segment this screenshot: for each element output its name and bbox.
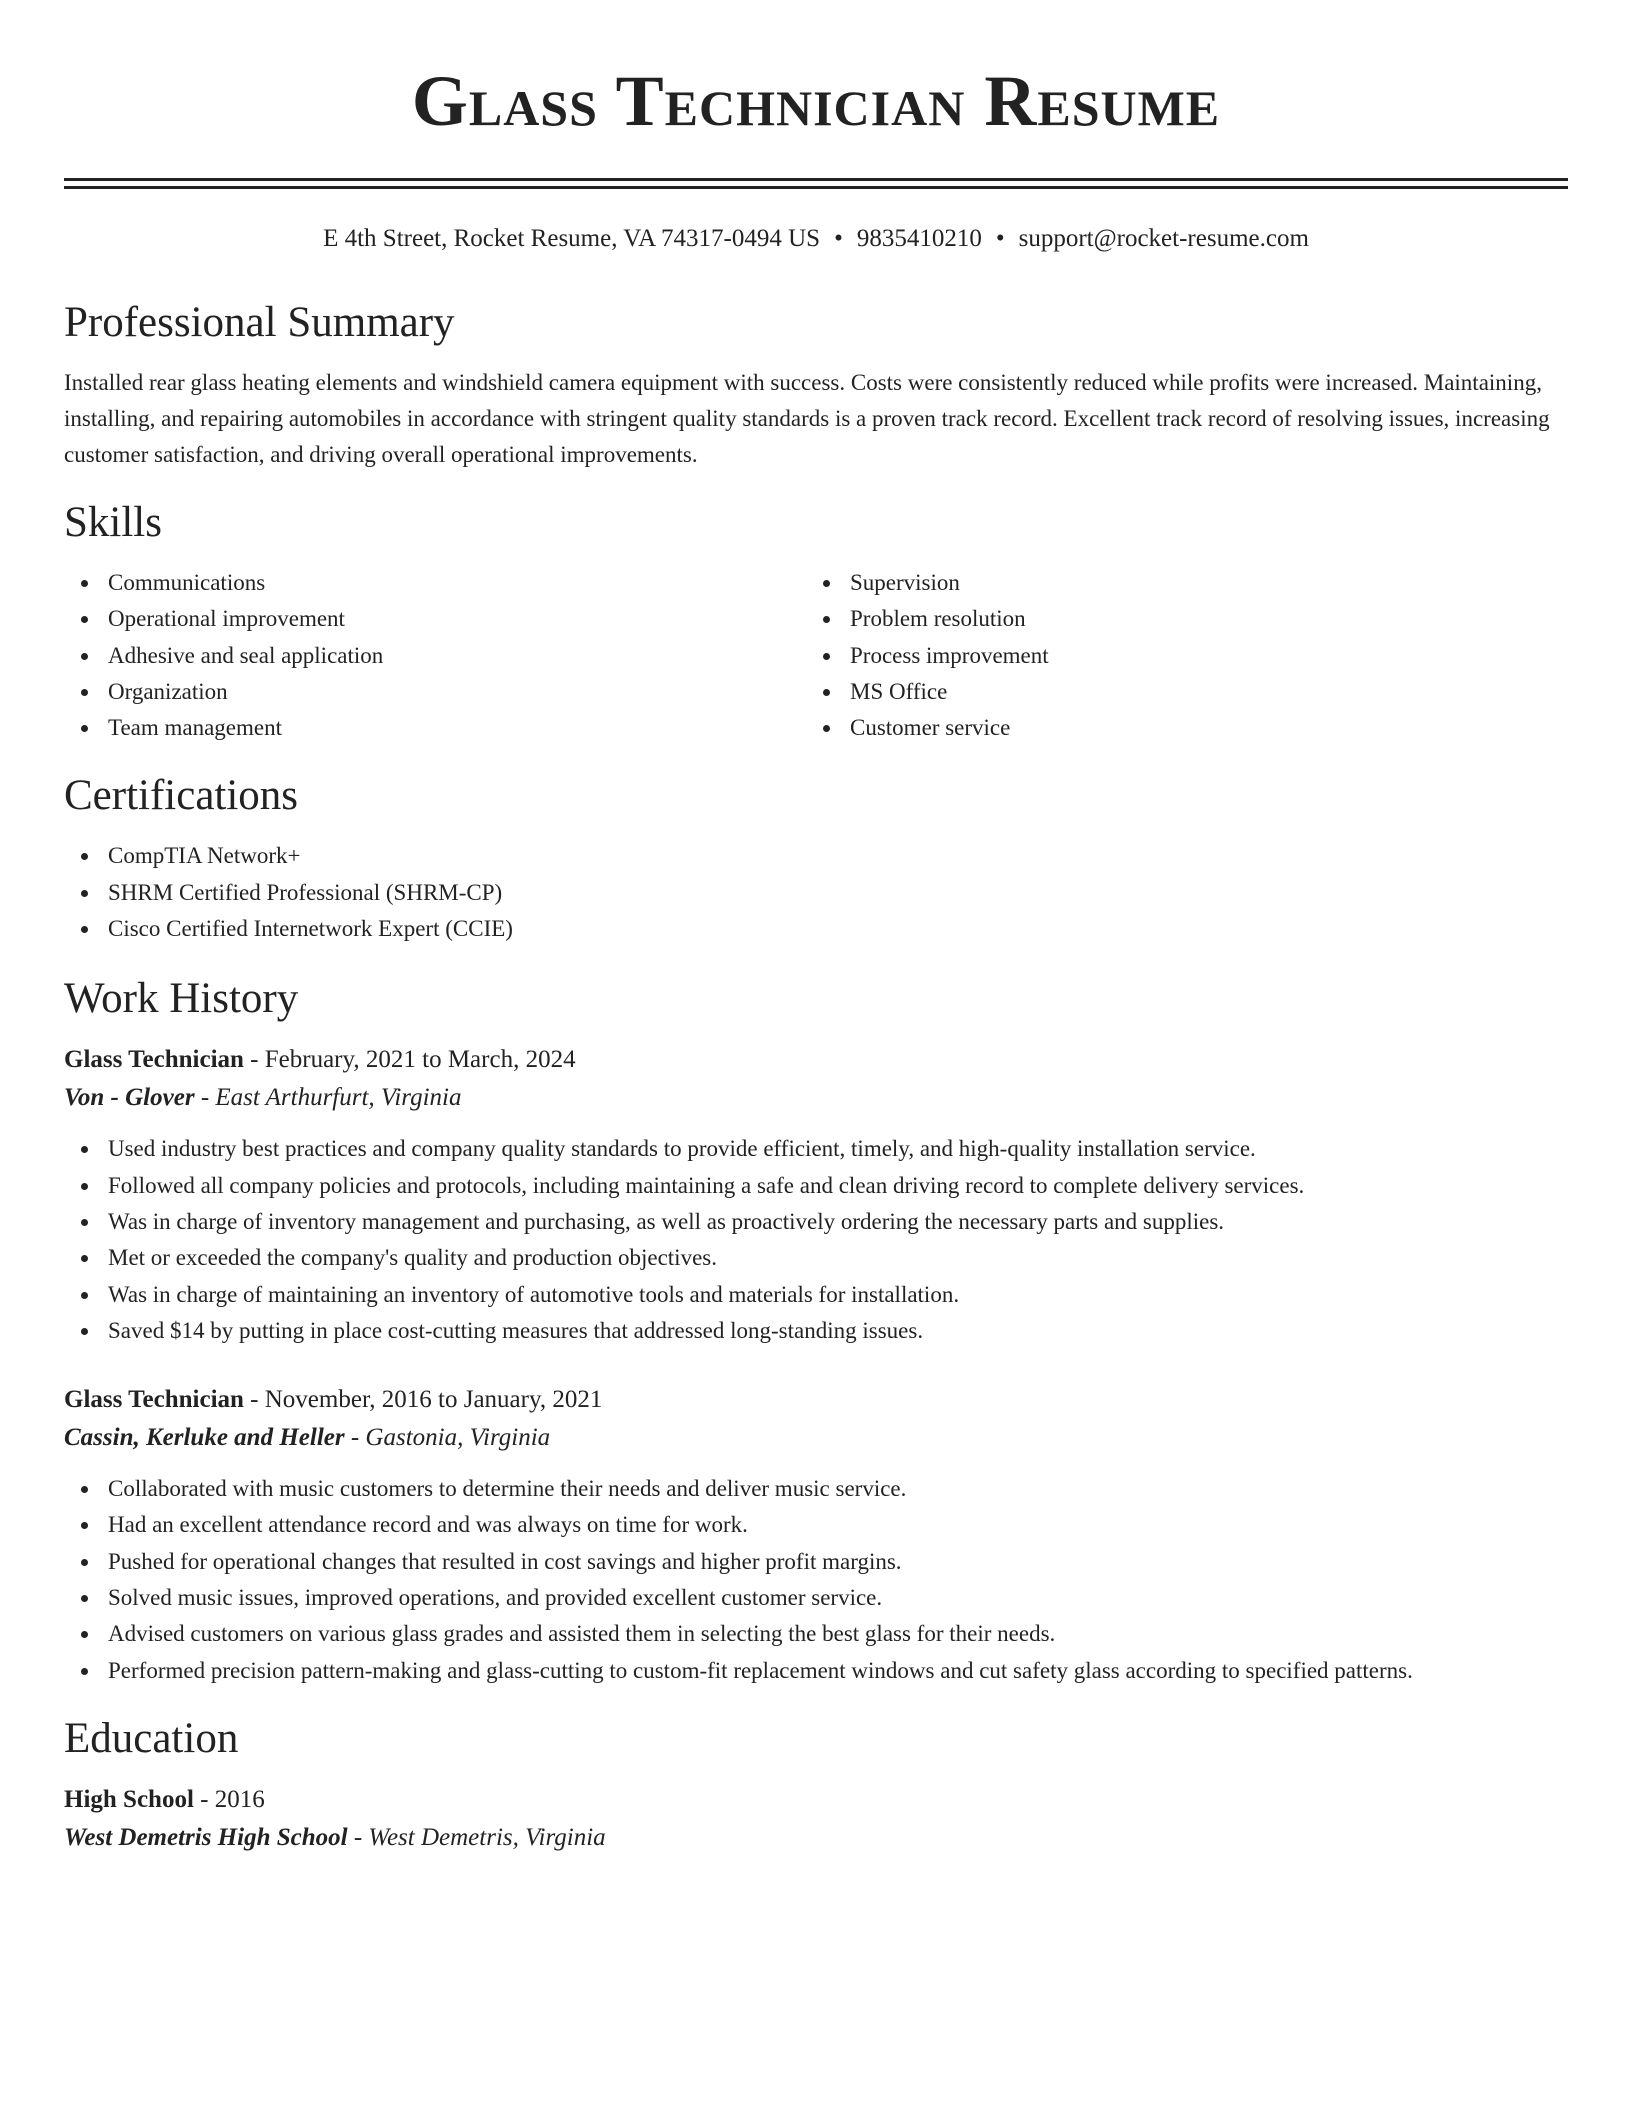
skill-item: Adhesive and seal application: [64, 638, 806, 674]
skill-item: Process improvement: [806, 638, 1548, 674]
title-rule-top: [64, 178, 1568, 181]
resume-title: Glass Technician Resume: [411, 61, 1221, 141]
education-school-line: [64, 1819, 1568, 1857]
contact-separator: •: [834, 225, 843, 252]
job-company-line: [64, 1079, 1568, 1117]
contact-line: [64, 223, 1568, 255]
job-bullet: Had an excellent attendance record and was always on time for work.: [64, 1507, 1568, 1543]
job-location: - East Arthurfurt, Virginia: [194, 1084, 462, 1112]
skill-item: MS Office: [806, 674, 1548, 710]
skills-list: [64, 565, 1568, 746]
education-degree-line: [64, 1781, 1568, 1819]
education-entry: [64, 1781, 1568, 1857]
job-title-line: [64, 1381, 1568, 1419]
summary-heading: Professional Summary: [64, 299, 455, 346]
skill-item: Customer service: [806, 710, 1548, 746]
education-heading: Education: [64, 1714, 239, 1762]
skill-item: Problem resolution: [806, 601, 1548, 637]
job-dates: - November, 2016 to January, 2021: [243, 1386, 603, 1414]
job-bullet: Followed all company policies and protocols, including maintaining a safe and clean driving record to complete delivery services.: [64, 1168, 1568, 1204]
job-company-line: [64, 1419, 1568, 1457]
certification-item: CompTIA Network+: [64, 838, 1568, 874]
job-bullet: Collaborated with music customers to determine their needs and deliver music service.: [64, 1471, 1568, 1507]
skills-column-right: [806, 565, 1548, 746]
summary-text: Installed rear glass heating elements and windshield camera equipment with success. Costs were consistently reduced while profits were increased. Maintaining, installing, and repairing automobiles in accordance with stringent quality standards is a proven track record. Excellent track record of resolving issues, increasing customer satisfaction, and driving overall operational improvements.: [64, 370, 1550, 467]
job-bullet: Used industry best practices and company quality standards to provide efficient, timely, and high-quality installation service.: [64, 1131, 1568, 1167]
job-company: Von - Glover: [64, 1084, 195, 1112]
job-bullet: Solved music issues, improved operations, and provided excellent customer service.: [64, 1580, 1568, 1616]
job-location: - Gastonia, Virginia: [344, 1424, 551, 1452]
job-entry: [64, 1041, 1568, 1349]
skill-item: Team management: [64, 710, 806, 746]
job-bullet: Advised customers on various glass grades and assisted them in selecting the best glass for their needs.: [64, 1616, 1568, 1652]
job-bullet: Pushed for operational changes that resulted in cost savings and higher profit margins.: [64, 1544, 1568, 1580]
job-bullet: Performed precision pattern-making and glass-cutting to custom-fit replacement windows and cut safety glass according to specified patterns.: [64, 1653, 1568, 1689]
work-history-heading: Work History: [64, 975, 299, 1023]
title-rule-bottom: [64, 186, 1568, 189]
job-bullets: [64, 1471, 1568, 1689]
skills-heading: Skills: [64, 499, 162, 546]
certifications-heading: Certifications: [64, 772, 299, 820]
skill-item: Communications: [64, 565, 806, 601]
job-entry: [64, 1381, 1568, 1689]
skill-item: Organization: [64, 674, 806, 710]
certification-item: Cisco Certified Internetwork Expert (CCIE): [64, 911, 1568, 947]
job-dates: - February, 2021 to March, 2024: [243, 1046, 576, 1074]
education-school: West Demetris High School: [64, 1823, 348, 1851]
job-title-line: [64, 1041, 1568, 1079]
contact-email[interactable]: support@rocket-resume.com: [1018, 225, 1309, 252]
job-title: Glass Technician: [64, 1386, 244, 1414]
contact-separator: •: [995, 225, 1005, 252]
education-year: - 2016: [193, 1785, 265, 1813]
skill-item: Supervision: [806, 565, 1548, 601]
skills-column-left: [64, 565, 806, 746]
education-degree: High School: [64, 1785, 194, 1813]
job-company: Cassin, Kerluke and Heller: [64, 1424, 345, 1452]
job-bullet: Met or exceeded the company's quality and production objectives.: [64, 1240, 1568, 1276]
job-bullet: Was in charge of inventory management and purchasing, as well as proactively ordering the necessary parts and supplies.: [64, 1204, 1568, 1240]
certification-item: SHRM Certified Professional (SHRM-CP): [64, 875, 1568, 911]
education-location: - West Demetris, Virginia: [347, 1823, 606, 1851]
skill-item: Operational improvement: [64, 601, 806, 637]
job-bullets: [64, 1131, 1568, 1349]
certifications-list: [64, 838, 1568, 947]
contact-phone: 9835410210: [856, 225, 982, 252]
job-bullet: Was in charge of maintaining an inventory of automotive tools and materials for installation.: [64, 1277, 1568, 1313]
contact-address: E 4th Street, Rocket Resume, VA 74317-0494 US: [323, 225, 821, 252]
job-title: Glass Technician: [64, 1046, 244, 1074]
job-bullet: Saved $14 by putting in place cost-cutting measures that addressed long-standing issues.: [64, 1313, 1568, 1349]
